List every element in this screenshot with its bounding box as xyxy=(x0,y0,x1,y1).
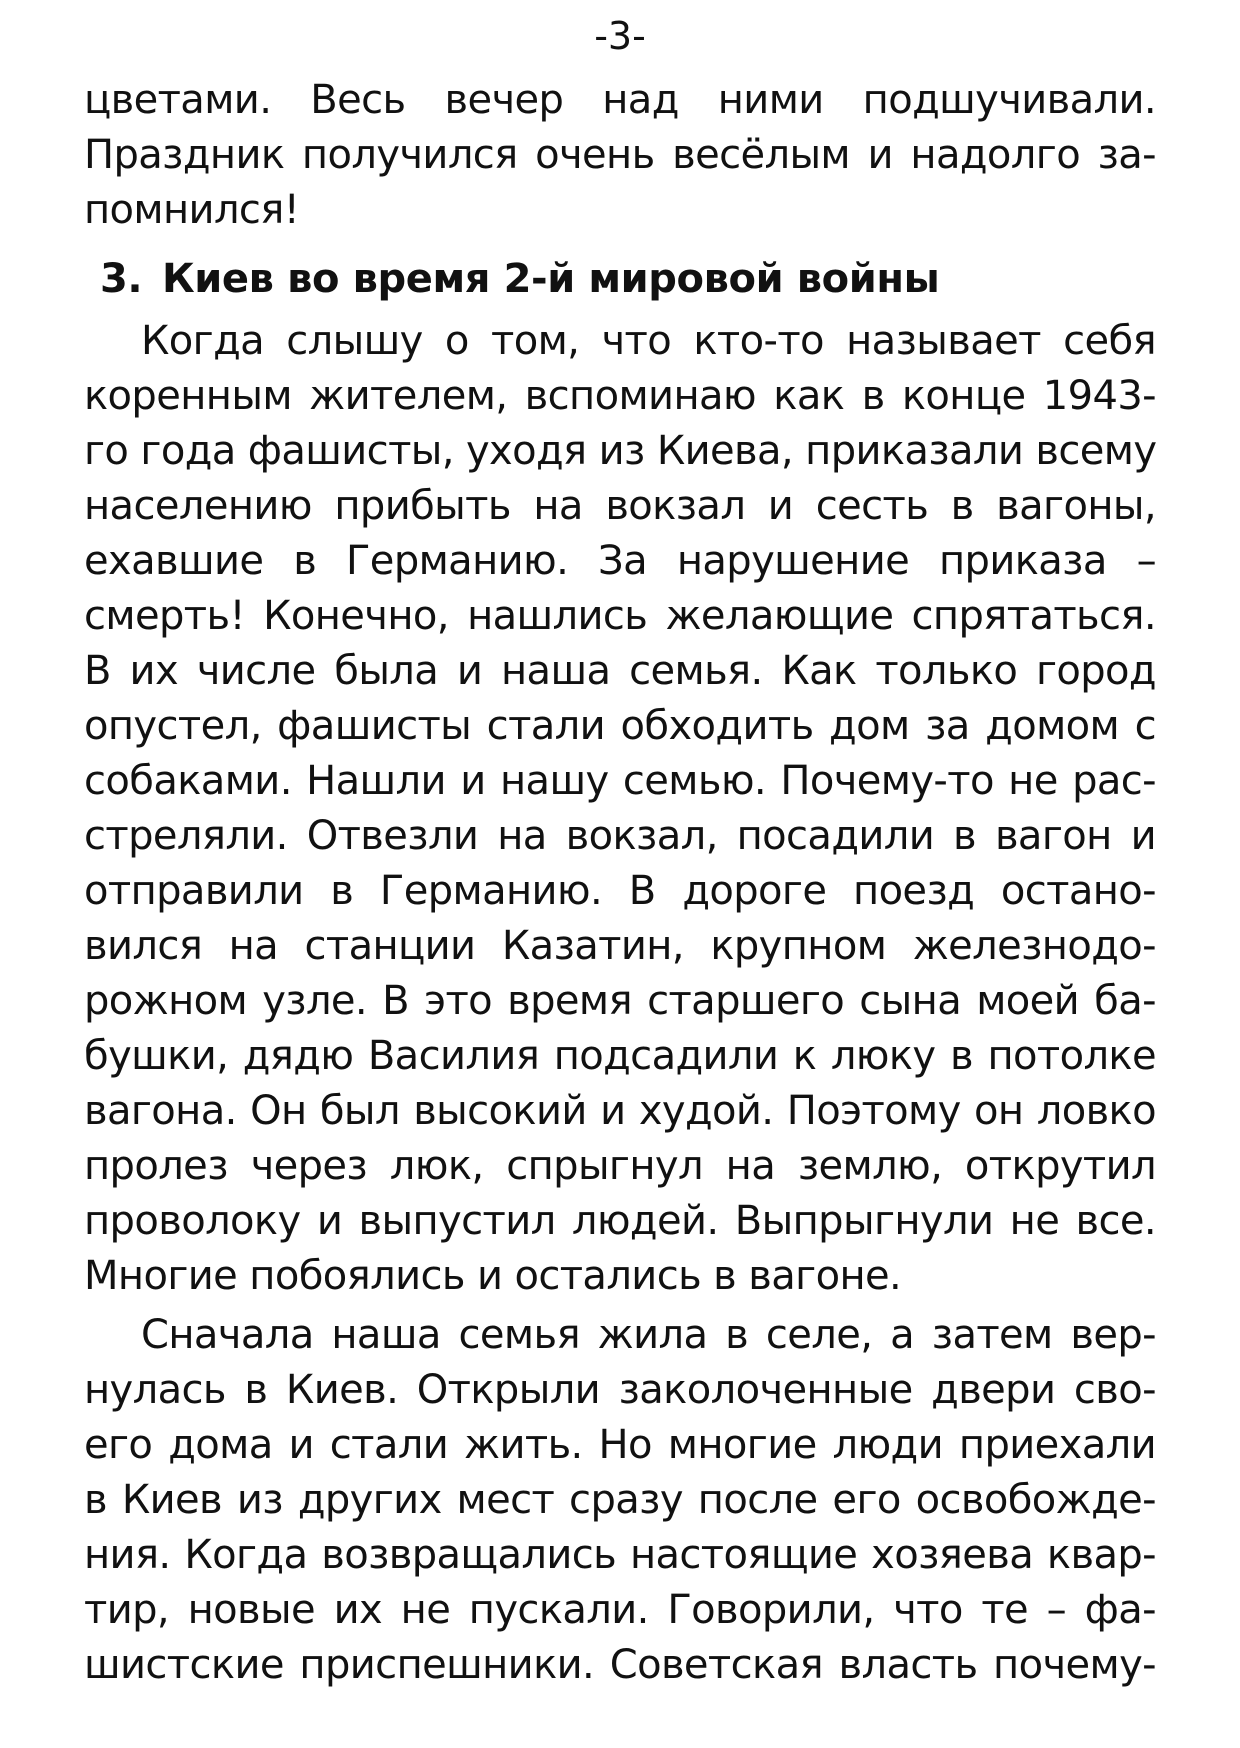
text-line: проволоку и выпустил людей. Выпрыгнули не все. xyxy=(84,1198,1156,1244)
paragraph-1 xyxy=(84,314,1156,1304)
text-line: рожном узле. В это время старшего сына моей ба- xyxy=(84,978,1156,1024)
text-line: помнился! xyxy=(84,187,300,233)
text-line: шистские приспешники. Советская власть почему- xyxy=(84,1642,1156,1688)
text-line: в Киев из других мест сразу после его освобожде- xyxy=(84,1477,1156,1523)
text-line: вагона. Он был высокий и худой. Поэтому он ловко xyxy=(84,1088,1156,1134)
page-number: -3- xyxy=(594,14,646,58)
text-line: отправили в Германию. В дороге поезд остано- xyxy=(84,868,1156,914)
paragraph-continued xyxy=(84,73,1156,238)
text-line: го года фашисты, уходя из Киева, приказали всему xyxy=(84,428,1157,474)
text-line: собаками. Нашли и нашу семью. Почему-то не рас- xyxy=(84,758,1156,804)
text-line: ния. Когда возвращались настоящие хозяева квар- xyxy=(84,1532,1156,1578)
text-line: Многие побоялись и остались в вагоне. xyxy=(84,1253,902,1299)
text-line: тир, новые их не пускали. Говорили, что те – фа- xyxy=(84,1587,1156,1633)
text-line: смерть! Конечно, нашлись желающие спрятаться. xyxy=(84,593,1156,639)
text-line: вился на станции Казатин, крупном железнодо- xyxy=(84,923,1156,969)
text-line: В их числе была и наша семья. Как только город xyxy=(84,648,1156,694)
text-line: Когда слышу о том, что кто-то называет себя xyxy=(141,318,1156,364)
text-line: ехавшие в Германию. За нарушение приказа – xyxy=(84,538,1156,584)
text-line: населению прибыть на вокзал и сесть в вагоны, xyxy=(84,483,1156,529)
section-number: 3. xyxy=(100,256,143,302)
text-line: стреляли. Отвезли на вокзал, посадили в вагон и xyxy=(84,813,1156,859)
paragraph-2 xyxy=(84,1308,1156,1693)
section-heading xyxy=(84,242,1156,316)
text-line: нулась в Киев. Открыли заколоченные двери сво- xyxy=(84,1367,1156,1413)
text-line: его дома и стали жить. Но многие люди приехали xyxy=(84,1422,1156,1468)
text-line: опустел, фашисты стали обходить дом за домом с xyxy=(84,703,1156,749)
text-line: коренным жителем, вспоминаю как в конце 1943- xyxy=(84,373,1156,419)
text-line: Праздник получился очень весёлым и надолго за- xyxy=(84,132,1156,178)
text-line: Сначала наша семья жила в селе, а затем вер- xyxy=(141,1312,1156,1358)
text-line: цветами. Весь вечер над ними подшучивали. xyxy=(84,77,1156,123)
page-content xyxy=(84,73,1156,1693)
text-line: пролез через люк, спрыгнул на землю, открутил xyxy=(84,1143,1156,1189)
section-title: Киев во время 2-й мировой войны xyxy=(162,256,940,302)
text-line: бушки, дядю Василия подсадили к люку в потолке xyxy=(84,1033,1156,1079)
